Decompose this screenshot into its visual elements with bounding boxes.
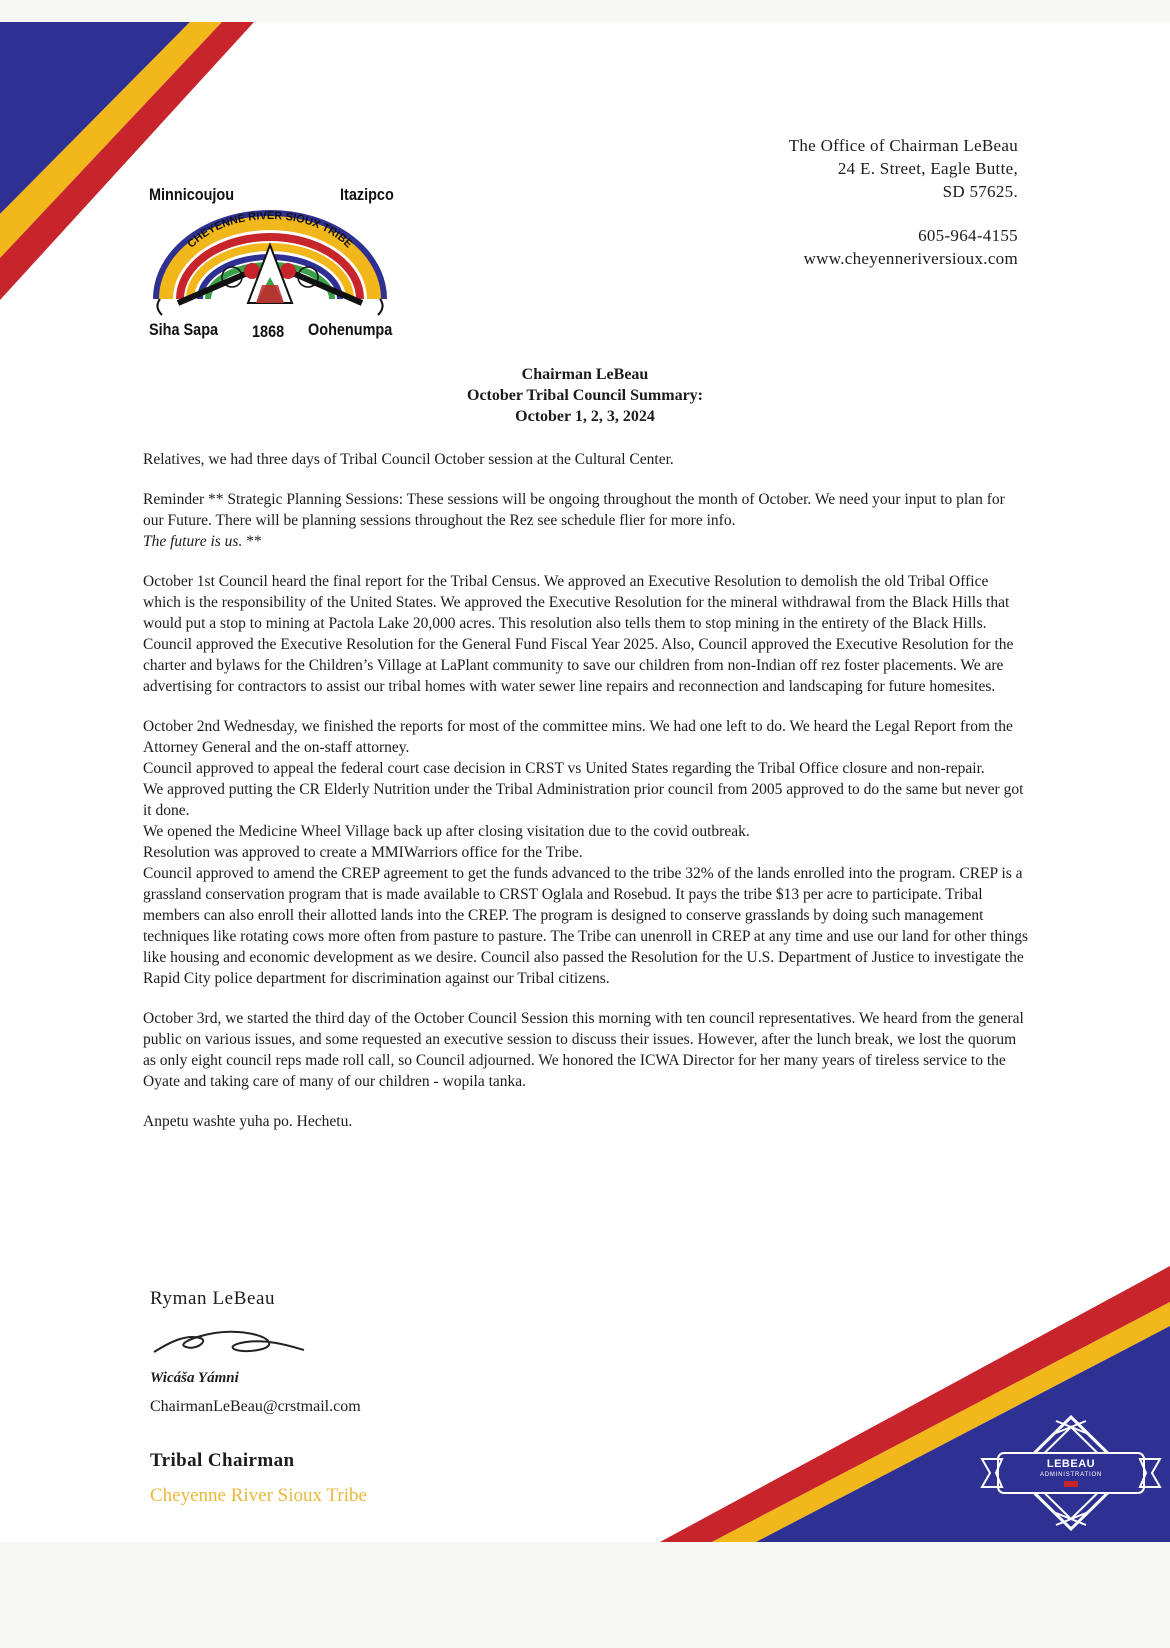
office-street: 24 E. Street, Eagle Butte, (837, 159, 1018, 178)
october-2-line-3: We approved putting the CR Elderly Nutrition under the Tribal Administration prior council from 2005 approved to do the same but never got it done. (143, 781, 1024, 819)
signer-dakota-name: Wicáša Yámni (150, 1370, 239, 1386)
october-2-line-4: We opened the Medicine Wheel Village back up after closing visitation due to the covid outbreak. (143, 823, 750, 840)
reminder-text: Reminder ** Strategic Planning Sessions: These sessions will be ongoing throughout the month of October. We need your input to plan for our Future. There will be planning sessions throughout the Rez see schedule flier for more info. (143, 491, 1005, 529)
reminder-end: ** (242, 533, 262, 550)
emblem-title: LEBEAU (1046, 1458, 1096, 1470)
title-line-3: October 1, 2, 3, 2024 (515, 408, 655, 425)
signer-role: Tribal Chairman (150, 1450, 295, 1471)
letter-body (143, 449, 1029, 1151)
seal-band-oohenumpa: Oohenumpa (308, 320, 393, 339)
october-2-line-5: Resolution was approved to create a MMIWarriors office for the Tribe. (143, 844, 583, 861)
october-2-line-2: Council approved to appeal the federal court case decision in CRST vs United States regarding the Tribal Office closure and non-repair. (143, 760, 985, 777)
administration-emblem (978, 1415, 1164, 1531)
document-title (0, 364, 1170, 427)
title-line-2: October Tribal Council Summary: (467, 387, 703, 404)
signer-tribe: Cheyenne River Sioux Tribe (150, 1485, 367, 1506)
reminder-slogan: The future is us. (143, 533, 243, 550)
handwritten-signature (150, 1324, 310, 1360)
october-1-paragraph: October 1st Council heard the final report for the Tribal Census. We approved an Executive Resolution to demolish the old Tribal Office which is the responsibility of the United States. We approved the Executive Resolution for the mineral withdrawal from the Black Hills that would put a stop to mining at Pactola Lake 20,000 acres. This resolution also tells them to stop mining in the entirety of the Black Hills. Council approved the Executive Resolution for the General Fund Fiscal Year 2025. Also, Council approved the Executive Resolution for the charter and bylaws for the Children’s Village at LaPlant community to save our children from non-Indian off rez foster placements. We are advertising for contractors to assist our tribal homes with water sewer line repairs and reconnection and landscaping for future homesites. (143, 573, 1014, 695)
october-2-section (143, 716, 1029, 989)
tribal-seal (140, 152, 400, 352)
letter-page (0, 22, 1170, 1542)
office-address (789, 134, 1018, 270)
office-website[interactable]: www.cheyenneriversioux.com (803, 249, 1018, 268)
office-zip: SD 57625. (942, 182, 1018, 201)
intro-paragraph: Relatives, we had three days of Tribal Council October session at the Cultural Center. (143, 451, 674, 468)
title-line-1: Chairman LeBeau (521, 366, 649, 383)
signer-email[interactable]: ChairmanLeBeau@crstmail.com (150, 1398, 361, 1415)
signature-block (150, 1288, 367, 1506)
emblem-subtitle: ADMINISTRATION (1039, 1472, 1103, 1478)
october-3-paragraph: October 3rd, we started the third day of the October Council Session this morning with ten council representatives. We heard from the general public on various issues, and some requested an executive session to discuss their issues. However, after the lunch break, we lost the quorum as only eight council reps made roll call, so Council adjourned. We honored the ICWA Director for her many years of tireless service to the Oyate and taking care of many of our children - wopila tanka. (143, 1010, 1024, 1090)
reminder-paragraph (143, 489, 1029, 552)
october-2-line-6: Council approved to amend the CREP agreement to get the funds advanced to the tribe 32% of the lands enrolled into the program. CREP is a grassland conservation program that is made available to CRST Oglala and Rosebud. It pays the tribe $13 per acre to participate. Tribal members can also enroll their allotted lands into the CREP. The program is designed to conserve grasslands by doing such management techniques like rotating cows more often from pasture to pasture. The Tribe can unenroll in CREP at any time and use our land for other things like housing and economic development as we desire. Council also passed the Resolution for the U.S. Department of Justice to investigate the Rapid City police department for discrimination against our Tribal citizens. (143, 865, 1029, 987)
seal-band-siha-sapa: Siha Sapa (149, 320, 219, 339)
office-name: The Office of Chairman LeBeau (788, 136, 1018, 155)
seal-emblem-icon (152, 207, 388, 317)
office-phone: 605-964-4155 (918, 226, 1018, 245)
closing-line: Anpetu washte yuha po. Hechetu. (143, 1113, 353, 1130)
seal-year: 1868 (252, 322, 285, 341)
seal-band-itazipco: Itazipco (340, 185, 394, 204)
svg-text:CHEYENNE RIVER SIOUX TRIBE: CHEYENNE RIVER SIOUX TRIBE (185, 209, 355, 251)
october-2-line-1: October 2nd Wednesday, we finished the reports for most of the committee mins. We had one left to do. We heard the Legal Report from the Attorney General and the on-staff attorney. (143, 718, 1013, 756)
signer-name: Ryman LeBeau (150, 1288, 276, 1309)
seal-band-minnicoujou: Minnicoujou (149, 185, 235, 204)
